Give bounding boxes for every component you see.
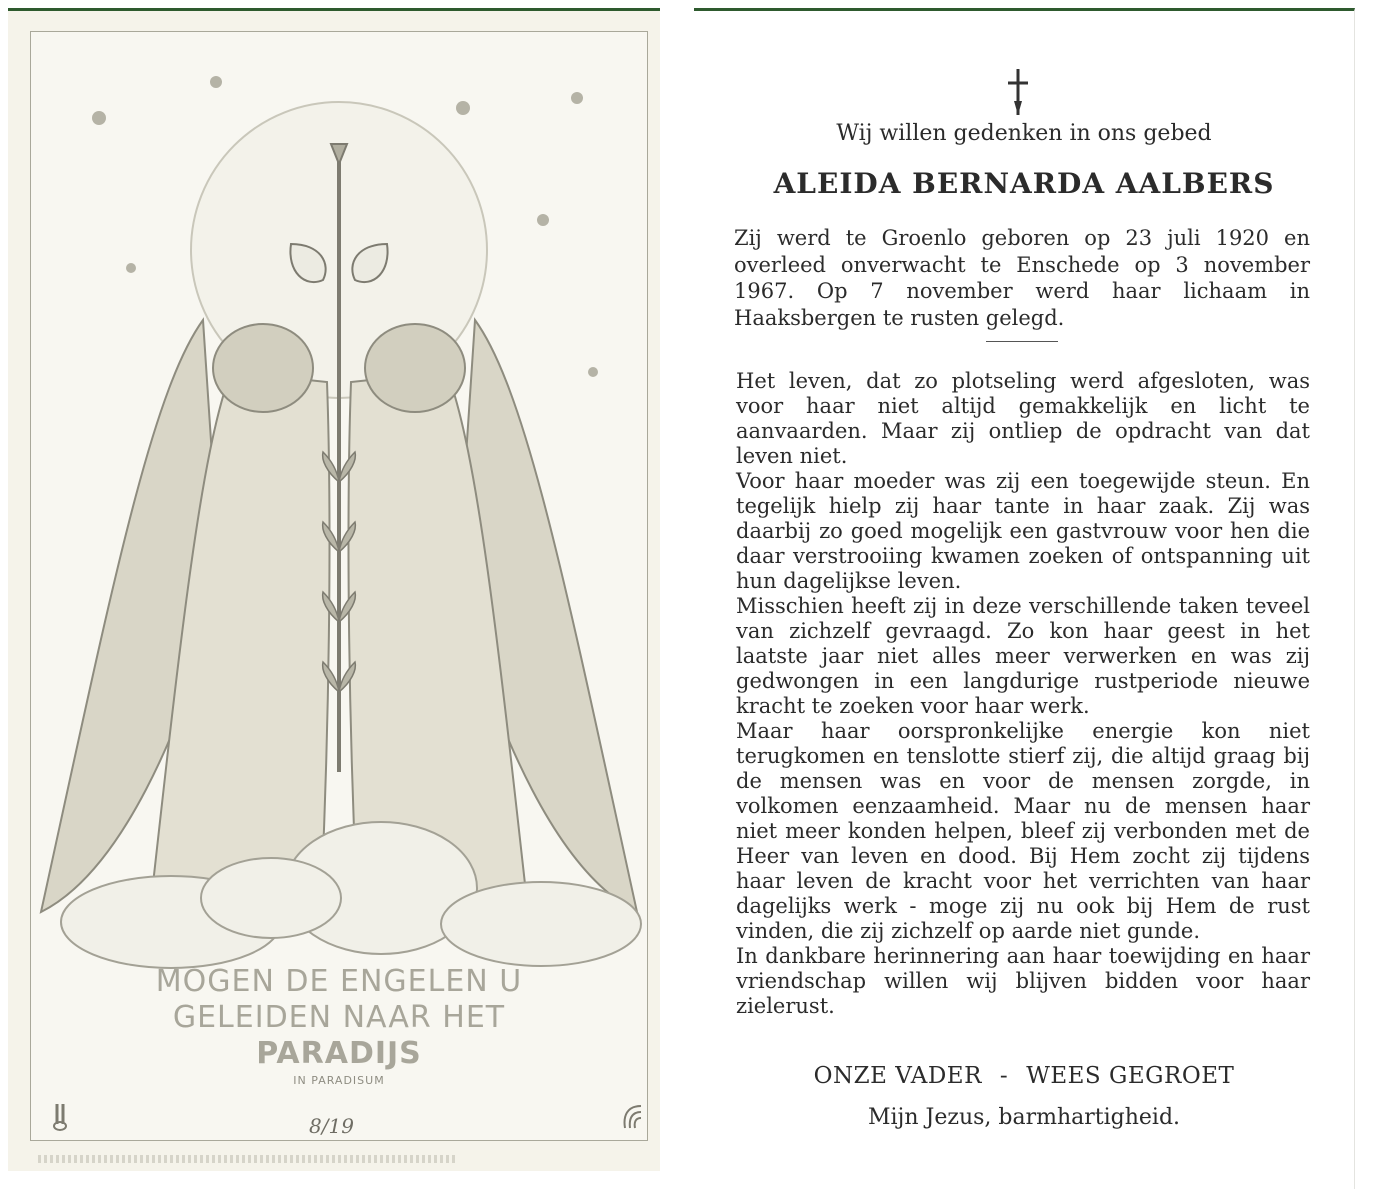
picture-frame [30,31,648,1141]
star [571,92,583,104]
cloud [201,858,341,938]
cloud [441,882,641,966]
prayers [694,1063,1354,1089]
motto-line-2: GELEIDEN NAAR HET [172,1000,506,1035]
star [588,367,598,377]
ejaculation-prayer: Mijn Jezus, barmhartigheid. [867,1105,1181,1130]
motto-line-1: MOGEN DE ENGELEN U [155,964,523,999]
motto-line-3: PARADIJS [256,1036,422,1071]
biography: Zij werd te Groenlo geboren op 23 juli 1920 en overleed onverwacht te Enschede op 3 november 1967. Op 7 november werd haar lichaam in Haaksbergen te rusten gelegd. [734,226,1310,330]
star [210,76,222,88]
prayer-card-front [8,8,660,1171]
prayer-hail-mary: WEES GEGROET [1026,1063,1235,1089]
angels-illustration [31,32,647,972]
star [537,214,549,226]
prayer-our-father: ONZE VADER [813,1063,982,1089]
divider [986,341,1058,342]
star [126,263,136,273]
right-angel-head [365,324,465,412]
memorial-paragraph: Het leven, dat zo plotseling werd afgesloten, was voor haar niet altijd gemakkelijk en licht te aanvaarden. Maar zij ontliep de opdracht van dat leven niet. [736,369,1310,468]
star [92,111,106,125]
memorial-paragraph: Maar haar oorspronkelijke energie kon niet terugkomen en tenslotte stierf zij, die altijd graag bij de mensen was en voor de mensen zorgde, in volkomen eenzaamheid. Maar nu de mensen haar niet meer konden helpen, bleef zij verbonden met de Heer van leven en dood. Bij Hem zocht zij tijdens haar leven de kracht voor het verrichten van haar dagelijks werk - moge zij nu ook bij Hem de rust vinden, die zij zichzelf op aarde niet gunde. [736,719,1310,943]
memorial-text [736,369,1310,1019]
memorial-paragraph: Voor haar moeder was zij een toegewijde steun. En tegelijk hielp zij haar tante in haar zaak. Zij was daarbij zo goed mogelijk een gastvrouw voor hen die daar verstrooiing kwamen zoeken of ontspanning uit hun dagelijkse leven. [736,469,1310,593]
deceased-name: ALEIDA BERNARDA AALBERS [773,167,1275,200]
publisher-mark-icon [53,1100,73,1132]
card-number: 8/19 [309,1114,354,1138]
card-edge-strip [38,1155,458,1163]
prayer-card-back [694,8,1355,1189]
left-angel-head [213,324,313,412]
star [456,101,470,115]
latin-subtitle: IN PARADISUM [293,1074,385,1087]
memorial-paragraph: Misschien heeft zij in deze verschillende taken teveel van zichzelf gevraagd. Zo kon haar geest in het laatste jaar niet alles meer verwerken en was zij gedwongen in een langdurige rustperiode nieuwe kracht te zoeken voor haar werk. [736,594,1310,718]
memorial-paragraph: In dankbare herinnering aan haar toewijding en haar vriendschap willen wij blijven bidden voor haar zielerust. [736,944,1310,1018]
artist-monogram-icon [619,1100,645,1132]
pray-line: Wij willen gedenken in ons gebed [836,121,1212,146]
prayer-separator: - [999,1063,1009,1089]
cross-icon [1004,67,1032,117]
